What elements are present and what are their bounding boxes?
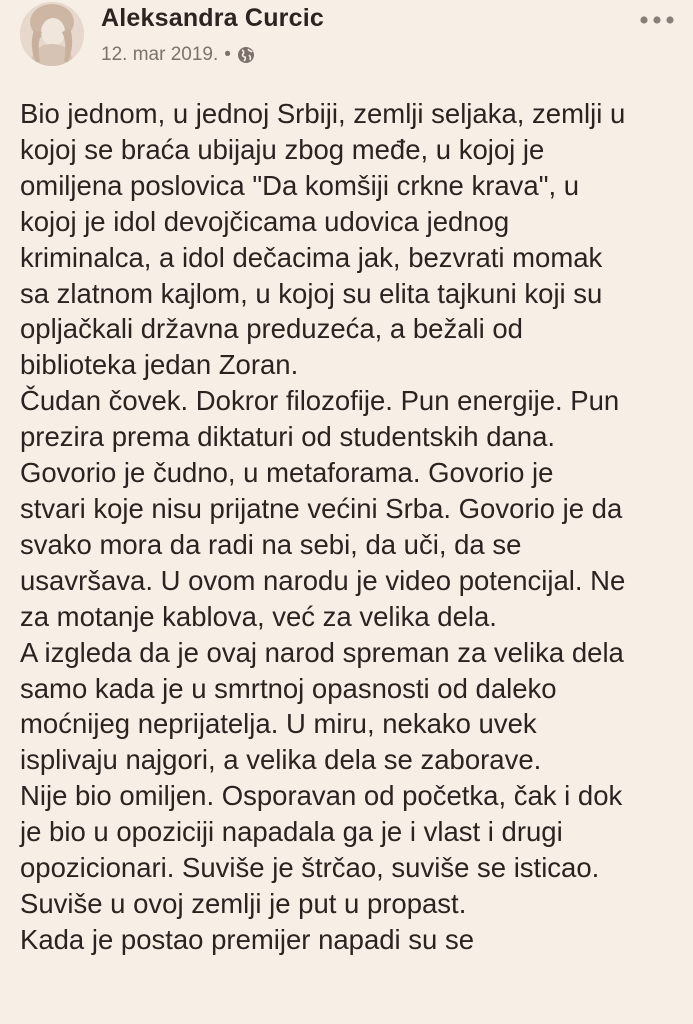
post-text-line: za motanje kablova, već za velika dela. [20,600,497,632]
post-text-line: stvari koje nisu prijatne većini Srba. Govorio je da [20,492,623,524]
post-text-line: opozicionari. Suviše je štrčao, suviše se isticao. [20,852,600,884]
post-text-line: samo kada je u smrtnoj opasnosti od daleko [20,672,557,704]
globe-icon [237,46,255,64]
post-text-line: prezira prema diktaturi od studentskih dana. [20,421,556,453]
post-text-line: omiljena poslovica "Da komšiji crkne krava", u [20,169,580,201]
post-text-line: svako mora da radi na sebi, da uči, da se [20,528,522,560]
author-avatar[interactable] [20,2,84,66]
avatar-photo [20,2,84,66]
post-text-line: Čudan čovek. Dokror filozofije. Pun energije. Pun [20,385,620,417]
post-text-line: kojoj je idol devojčicama udovica jednog [20,205,510,237]
post-meta [101,44,255,66]
post-text-line: usavršava. U ovom narodu je video potencijal. Ne [20,564,626,596]
post-text-line: Bio jednom, u jednoj Srbiji, zemlji seljaka, zemlji u [20,98,626,129]
post-text-line: sa zlatnom kajlom, u kojoj su elita tajkuni koji su [20,277,603,309]
post-text-line: moćnijeg neprijatelja. U miru, nekako uvek [20,708,537,740]
post-text-line: opljačkali državna preduzeća, a bežali od [20,313,523,345]
meta-separator: • [224,44,231,65]
post-body [20,96,685,958]
post-header [0,0,693,80]
post-text-line: Nije bio omiljen. Osporavan od početka, čak i dok [20,780,623,812]
post-text-line: Suviše u ovoj zemlji je put u propast. [20,887,467,919]
post-text-line: isplivaju najgori, a velika dela se zaborave. [20,744,542,776]
post-text-line: kojoj se braća ubijaju zbog međe, u kojoj je [20,133,545,165]
more-options-icon [639,15,675,25]
author-name[interactable]: Aleksandra Curcic [101,4,324,32]
post-date[interactable]: 12. mar 2019. [101,44,219,65]
post-text-line: Govorio je čudno, u metaforama. Govorio je [20,457,554,489]
post-text-line: je bio u opoziciji napadala ga je i vlast i drugi [20,816,563,848]
post-text-line: biblioteka jedan Zoran. [20,349,299,381]
post-text-line: A izgleda da je ovaj narod spreman za velika dela [20,636,624,668]
post-text-line: Kada je postao premijer napadi su se [20,923,475,955]
more-options-button[interactable] [635,6,679,34]
post-text-line: kriminalca, a idol dečacima jak, bezvrati momak [20,241,603,273]
